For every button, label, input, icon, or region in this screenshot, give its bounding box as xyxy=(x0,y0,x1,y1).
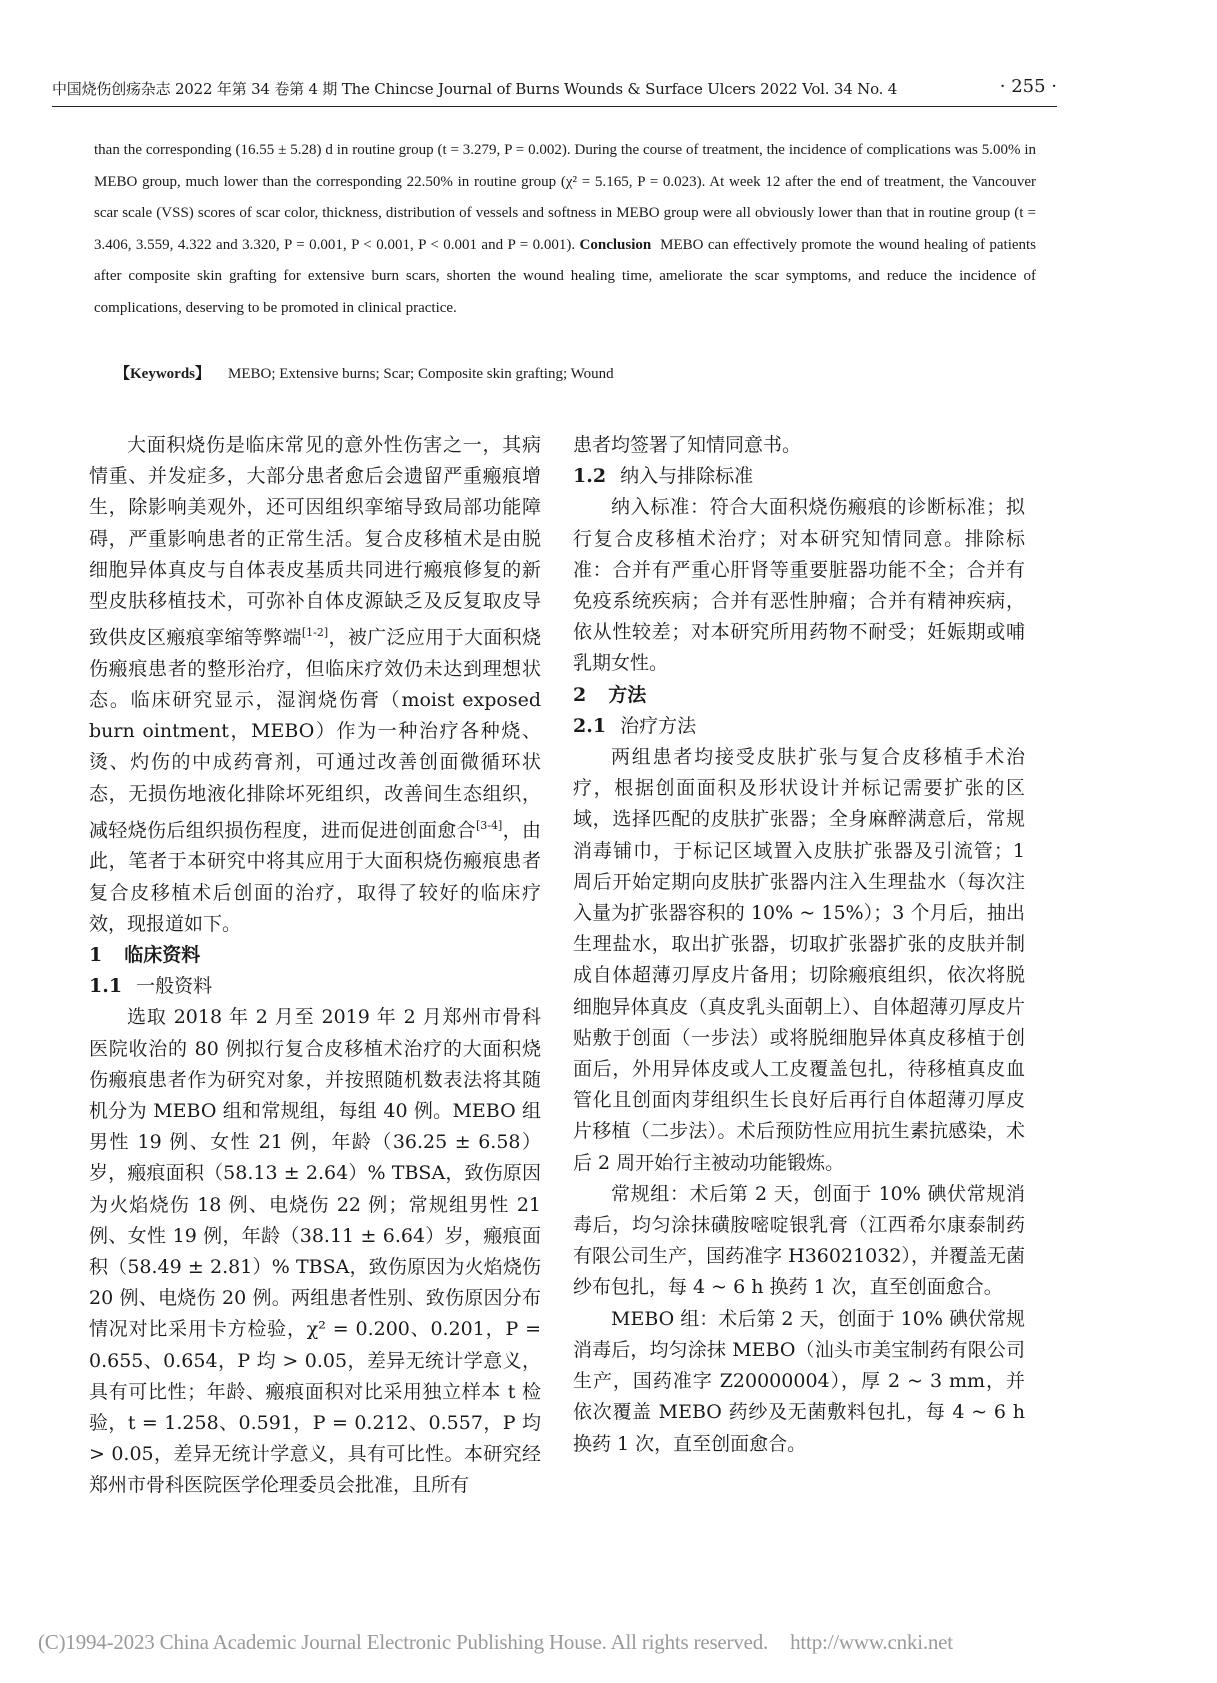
abstract-paragraph xyxy=(94,135,1036,325)
keywords-line xyxy=(115,362,1035,383)
section-2-number: 2 xyxy=(573,683,587,706)
intro-paragraph xyxy=(89,430,541,940)
section-1-1-title: 一般资料 xyxy=(136,975,213,998)
right-column xyxy=(573,430,1025,1460)
section-1-2-number: 1.2 xyxy=(573,465,607,488)
criteria-paragraph: 纳入标准：符合大面积烧伤瘢痕的诊断标准；拟行复合皮移植术治疗；对本研究知情同意。排除标准：合并有严重心肝肾等重要脏器功能不全；合并有免疫系统疾病；合并有恶性肿瘤；合并有精神疾病，依从性较差；对本研究所用药物不耐受；妊娠期或哺乳期女性。 xyxy=(573,496,1025,675)
section-1-number: 1 xyxy=(89,943,103,966)
abstract-continuation xyxy=(94,135,1036,325)
conclusion-label: Conclusion xyxy=(579,236,652,253)
section-1-2-title: 纳入与排除标准 xyxy=(620,465,754,488)
section-2-1-number: 2.1 xyxy=(573,714,607,737)
keywords-label: 【Keywords】 xyxy=(115,366,210,382)
section-2-title: 方法 xyxy=(608,683,647,706)
intro-text-c: ，由此，笔者于本研究中将其应用于大面积烧伤瘢痕患者复合皮移植术后创面的治疗，取得了较好的临床疗效，现报道如下。 xyxy=(89,819,541,935)
intro-text-a: 大面积烧伤是临床常见的意外性伤害之一，其病情重、并发症多，大部分患者愈后会遗留严重瘢痕增生，除影响美观外，还可因组织挛缩导致局部功能障碍，严重影响患者的正常生活。复合皮移植术是由脱细胞异体真皮与自体表皮基质共同进行瘢痕修复的新型皮肤移植技术，可弥补自体皮源缺乏及反复取皮导致供皮区瘢痕挛缩等弊端 xyxy=(89,434,541,649)
method-paragraph: 两组患者均接受皮肤扩张与复合皮移植手术治疗，根据创面面积及形状设计并标记需要扩张的区域，选择匹配的皮肤扩张器；全身麻醉满意后，常规消毒铺巾，于标记区域置入皮肤扩张器及引流管；1 周后开始定期向皮肤扩张器内注入生理盐水（每次注入量为扩张器容积的 10% ~ 15%）；3 个月后，抽出生理盐水，取出扩张器，切取扩张器扩张的皮肤并制成自体超薄刃厚皮片备用；切除瘢痕组织，依次将脱细胞异体真皮（真皮乳头面朝上）、自体超薄刃厚皮片贴敷于创面（一步法）或将脱细胞异体真皮移植于创面后，外用异体皮或人工皮覆盖包扎，待移植真皮血管化且创面肉芽组织生长良好后再行自体超薄刃厚皮片移植（二步法）。术后预防性应用抗生素抗感染，术后 2 周开始行主被动功能锻炼。 xyxy=(573,746,1025,1174)
section-2-1-title: 治疗方法 xyxy=(620,714,697,737)
conclusion-text: MEBO can effectively promote the wound healing of patients after composite skin grafting for extensive burn scars, shorten the wound healing time, ameliorate the scar symptoms, and reduce the incidence of complications, deserving to be promoted in clinical practice. xyxy=(94,236,1037,316)
routine-group-paragraph: 常规组：术后第 2 天，创面于 10% 碘伏常规消毒后，均匀涂抹磺胺嘧啶银乳膏（江西希尔康泰制药有限公司生产，国药准字 H36021032），并覆盖无菌纱布包扎，每 4 ~ 6 h 换药 1 次，直至创面愈合。 xyxy=(573,1182,1025,1299)
section-1-1-heading xyxy=(89,971,541,1002)
copyright-footer xyxy=(38,1630,1038,1655)
keywords-text: MEBO; Extensive burns; Scar; Composite skin grafting; Wound xyxy=(228,366,614,382)
mebo-group-paragraph: MEBO 组：术后第 2 天，创面于 10% 碘伏常规消毒后，均匀涂抹 MEBO（汕头市美宝制药有限公司生产，国药准字 Z20000004），厚 2 ~ 3 mm，并依次覆盖 MEBO 药纱及无菌敷料包扎，每 4 ~ 6 h 换药 1 次，直至创面愈合。 xyxy=(573,1307,1025,1455)
abstract-results-text: than the corresponding (16.55 ± 5.28) d in routine group (t = 3.279, P = 0.002). During the course of treatment, the incidence of complications was 5.00% in MEBO group, much lower than the corresponding 22.50% in routine group (χ² = 5.165, P = 0.023). At week 12 after the end of treatment, the Vancouver scar scale (VSS) scores of scar color, thickness, distribution of vessels and softness in MEBO group were all obviously lower than that in routine group (t = 3.406, 3.559, 4.322 and 3.320, P = 0.001, P < 0.001, P < 0.001 and P = 0.001). xyxy=(94,142,1036,253)
consent-paragraph: 患者均签署了知情同意书。 xyxy=(573,434,802,456)
general-data-paragraph: 选取 2018 年 2 月至 2019 年 2 月郑州市骨科医院收治的 80 例拟行复合皮移植术治疗的大面积烧伤瘢痕患者作为研究对象，并按照随机数表法将其随机分为 MEBO 组和常规组，每组 40 例。MEBO 组男性 19 例、女性 21 例，年龄（36.25 ± 6.58）岁，瘢痕面积（58.13 ± 2.64）% TBSA，致伤原因为火焰烧伤 18 例、电烧伤 22 例；常规组男性 21 例、女性 19 例，年龄（38.11 ± 6.64）岁，瘢痕面积（58.49 ± 2.81）% TBSA，致伤原因为火焰烧伤 20 例、电烧伤 20 例。两组患者性别、致伤原因分布情况对比采用卡方检验，χ² = 0.200、0.201，P = 0.655、0.654，P 均 > 0.05，差异无统计学意义，具有可比性；年龄、瘢痕面积对比采用独立样本 t 检验，t = 1.258、0.591，P = 0.212、0.557，P 均 > 0.05，差异无统计学意义，具有可比性。本研究经郑州市骨科医院医学伦理委员会批准，且所有 xyxy=(89,1006,541,1497)
section-2-heading xyxy=(573,680,1025,711)
citation-1-2[interactable]: [1-2] xyxy=(301,626,329,640)
section-1-title: 临床资料 xyxy=(124,943,201,966)
page-number: · 255 · xyxy=(999,76,1057,97)
cnki-url[interactable]: http://www.cnki.net xyxy=(790,1630,953,1654)
section-2-1-heading xyxy=(573,711,1025,742)
journal-line: 中国烧伤创疡杂志 2022 年第 34 卷第 4 期 The Chincse Journal of Burns Wounds & Surface Ulcers 2022 Vol. 34 No. 4 xyxy=(52,80,898,98)
section-1-2-heading xyxy=(573,461,1025,492)
citation-3-4[interactable]: [3-4] xyxy=(475,818,503,832)
intro-text-b: ，被广泛应用于大面积烧伤瘢痕患者的整形治疗，但临床疗效仍未达到理想状态。临床研究显示，湿润烧伤膏（moist exposed burn ointment，MEBO）作为一种治疗各种烧、烫、灼伤的中成药膏剂，可通过改善创面微循环状态，无损伤地液化排除坏死组织，改善间生态组织，减轻烧伤后组织损伤程度，进而促进创面愈合 xyxy=(89,626,541,842)
left-column xyxy=(89,430,541,1502)
running-header xyxy=(52,78,1057,107)
copyright-text: (C)1994-2023 China Academic Journal Electronic Publishing House. All rights reserved. xyxy=(38,1630,769,1654)
section-1-1-number: 1.1 xyxy=(89,975,123,998)
section-1-heading xyxy=(89,940,541,971)
